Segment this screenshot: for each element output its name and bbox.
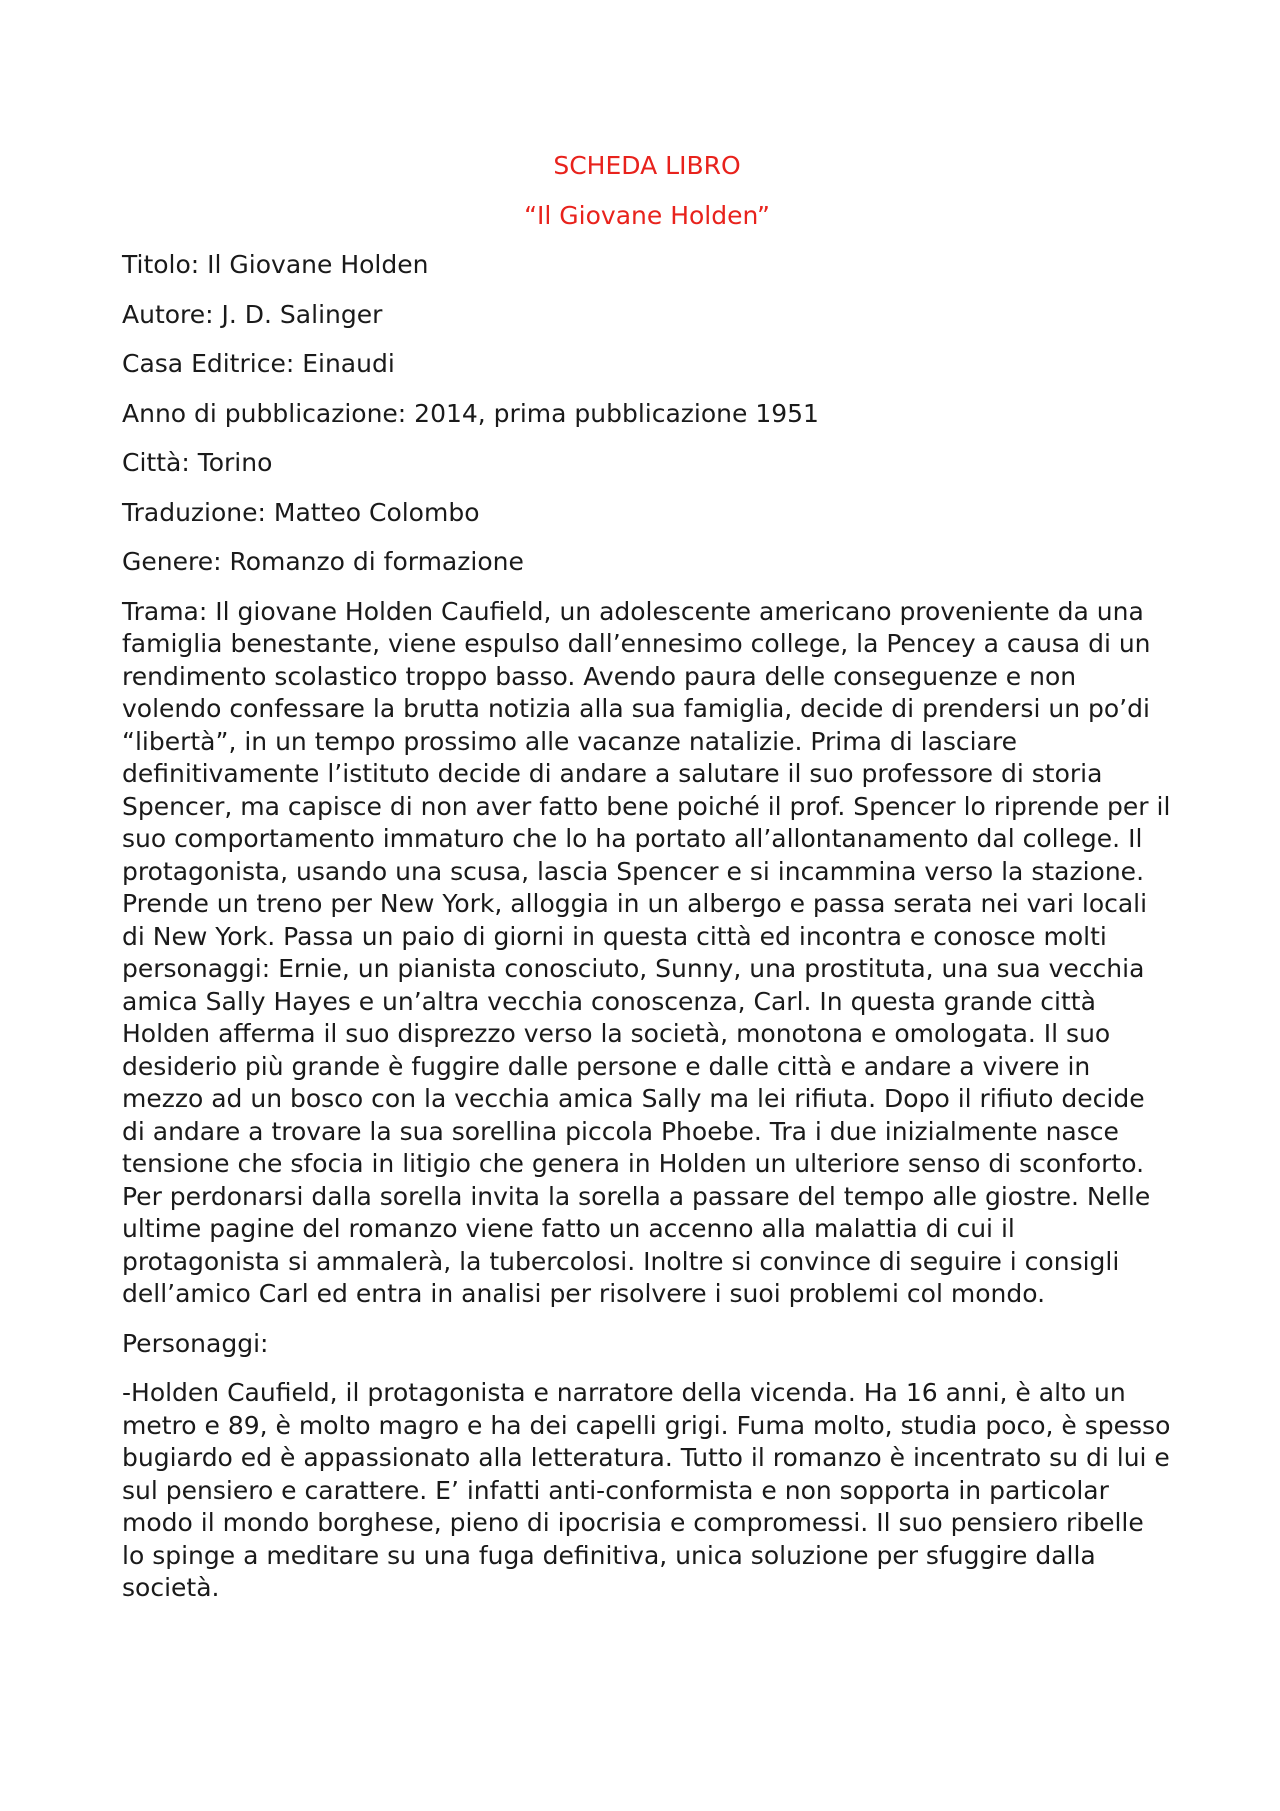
field-anno-pubblicazione: Anno di pubblicazione: 2014, prima pubblicazione 1951 (122, 398, 819, 428)
document-content (122, 150, 1172, 1622)
field-titolo: Titolo: Il Giovane Holden (122, 250, 429, 279)
field-casa-editrice: Casa Editrice: Einaudi (122, 349, 395, 378)
field-traduzione: Traduzione: Matteo Colombo (122, 497, 480, 527)
field-genere: Genere: Romanzo di formazione (122, 547, 524, 576)
trama-paragraph: Trama: Il giovane Holden Caufield, un adolescente americano proveniente da una famiglia benestante, viene espulso dall’ennesimo college, la Pencey a causa di un rendimento scolastico troppo basso. Avendo paura delle conseguenze e non volendo confessare la brutta notizia alla sua famiglia, decide di prendersi un po’di “libertà”, in un tempo prossimo alle vacanze natalizie. Prima di lasciare definitivamente l’istituto decide di andare a salutare il suo professore di storia Spencer, ma capisce di non aver fatto bene poiché il prof. Spencer lo riprende per il suo comportamento immaturo che lo ha portato all’allontanamento dal college. Il protagonista, usando una scusa, lascia Spencer e si incammina verso la stazione. Prende un treno per New York, alloggia in un albergo e passa serata nei vari locali di New York. Passa un paio di giorni in questa città ed incontra e conosce molti personaggi: Ernie, un pianista conosciuto, Sunny, una prostituta, una sua vecchia amica Sally Hayes e un’altra vecchia conoscenza, Carl. In questa grande città Holden afferma il suo disprezzo verso la società, monotona e omologata. Il suo desiderio più grande è fuggire dalle persone e dalle città e andare a vivere in mezzo ad un bosco con la vecchia amica Sally ma lei rifiuta. Dopo il rifiuto decide di andare a trovare la sua sorellina piccola Phoebe. Tra i due inizialmente nasce tensione che sfocia in litigio che genera in Holden un ulteriore senso di sconforto. Per perdonarsi dalla sorella invita la sorella a passare del tempo alle giostre. Nelle ultime pagine del romanzo viene fatto un accenno alla malattia di cui il protagonista si ammalerà, la tubercolosi. Inoltre si convince di seguire i consigli dell’amico Carl ed entra in analisi per risolvere i suoi problemi col mondo. (122, 596, 1171, 1308)
field-autore: Autore: J. D. Salinger (122, 299, 383, 329)
document-heading: SCHEDA LIBRO (553, 151, 741, 180)
personaggio-holden-paragraph: -Holden Caufield, il protagonista e narratore della vicenda. Ha 16 anni, è alto un metro e 89, è molto magro e ha dei capelli grigi. Fuma molto, studia poco, è spesso bugiardo ed è appassionato alla letteratura. Tutto il romanzo è incentrato su di lui e sul pensiero e carattere. E’ infatti anti-conformista e non sopporta in particolar modo il mondo borghese, pieno di ipocrisia e compromessi. Il suo pensiero ribelle lo spinge a meditare su una fuga definitiva, unica soluzione per sfuggire dalla società. (122, 1378, 1171, 1602)
personaggi-label: Personaggi: (122, 1328, 269, 1358)
field-citta: Città: Torino (122, 448, 273, 477)
document-subheading: “Il Giovane Holden” (524, 200, 770, 230)
